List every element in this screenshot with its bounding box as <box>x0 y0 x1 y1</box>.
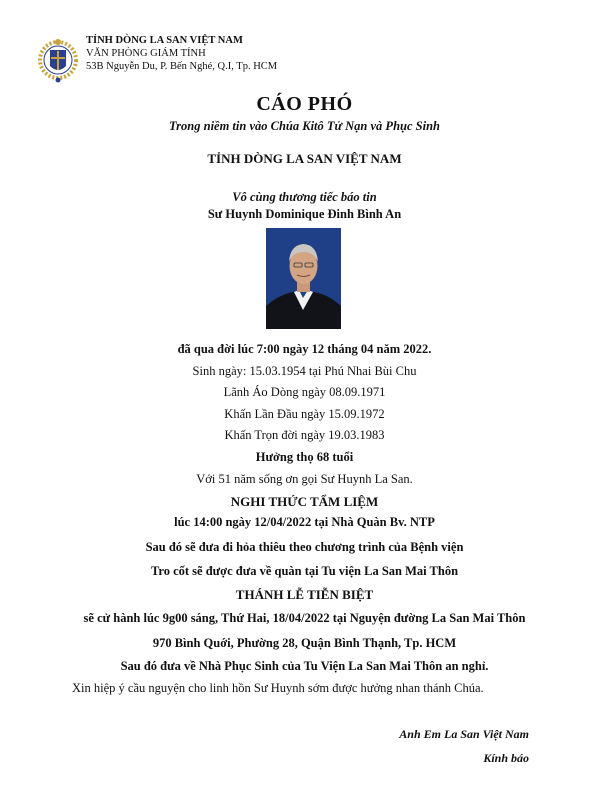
mass-address: 970 Bình Quới, Phường 28, Quận Bình Thạnh, Tp. HCM <box>152 636 457 650</box>
deceased-name: Sư Huynh Dominique Đinh Bình An <box>207 207 402 221</box>
habit-info: Lãnh Áo Dòng ngày 08.09.1971 <box>223 385 386 399</box>
org-name: TỈNH DÒNG LA SAN VIỆT NAM <box>86 35 243 46</box>
age-info: Hưởng thọ 68 tuổi <box>255 450 354 464</box>
province-heading: TỈNH DÒNG LA SAN VIỆT NAM <box>207 151 402 166</box>
office-address: 53B Nguyễn Du, P. Bến Nghé, Q.I, Tp. HCM <box>86 61 278 72</box>
encoffin-heading: NGHI THỨC TẨM LIỆM <box>230 494 379 509</box>
first-vows-info: Khấn Lần Đầu ngày 15.09.1972 <box>224 407 385 421</box>
vocation-years: Với 51 năm sống ơn gọi Sư Huynh La San. <box>196 472 413 486</box>
office-name: VĂN PHÒNG GIÁM TỈNH <box>86 48 206 59</box>
mass-heading: THÁNH LỄ TIỄN BIỆT <box>235 587 374 602</box>
mass-time: sẽ cử hành lúc 9g00 sáng, Thứ Hai, 18/04/2022 tại Nguyện đường La San Mai Thôn <box>83 611 526 625</box>
signature-line: Anh Em La San Việt Nam <box>399 727 529 741</box>
cremation-note: Sau đó sẽ đưa đi hỏa thiêu theo chương trình của Bệnh viện <box>145 540 464 554</box>
ashes-note: Tro cốt sẽ được đưa về quàn tại Tu viện La San Mai Thôn <box>150 564 459 578</box>
burial-note: Sau đó đưa về Nhà Phục Sinh của Tu Viện La San Mai Thôn an nghỉ. <box>120 659 489 673</box>
portrait-photo <box>266 228 341 329</box>
signature-closing: Kính báo <box>483 751 529 765</box>
la-san-emblem-icon <box>38 34 78 86</box>
grief-announcement: Vô cùng thương tiếc báo tin <box>232 190 377 204</box>
subtitle: Trong niềm tin vào Chúa Kitô Tử Nạn và Phục Sinh <box>169 119 440 133</box>
encoffin-time: lúc 14:00 ngày 12/04/2022 tại Nhà Quàn Bv. NTP <box>174 515 435 529</box>
death-date: đã qua đời lúc 7:00 ngày 12 tháng 04 năm 2022. <box>177 342 432 356</box>
letterhead <box>38 34 277 86</box>
page-title: CÁO PHÓ <box>256 93 353 115</box>
prayer-request: Xin hiệp ý cầu nguyện cho linh hồn Sư Huynh sớm được hưởng nhan thánh Chúa. <box>72 681 484 695</box>
birth-info: Sinh ngày: 15.03.1954 tại Phú Nhai Bùi Chu <box>192 364 417 378</box>
final-vows-info: Khấn Trọn đời ngày 19.03.1983 <box>224 428 385 442</box>
